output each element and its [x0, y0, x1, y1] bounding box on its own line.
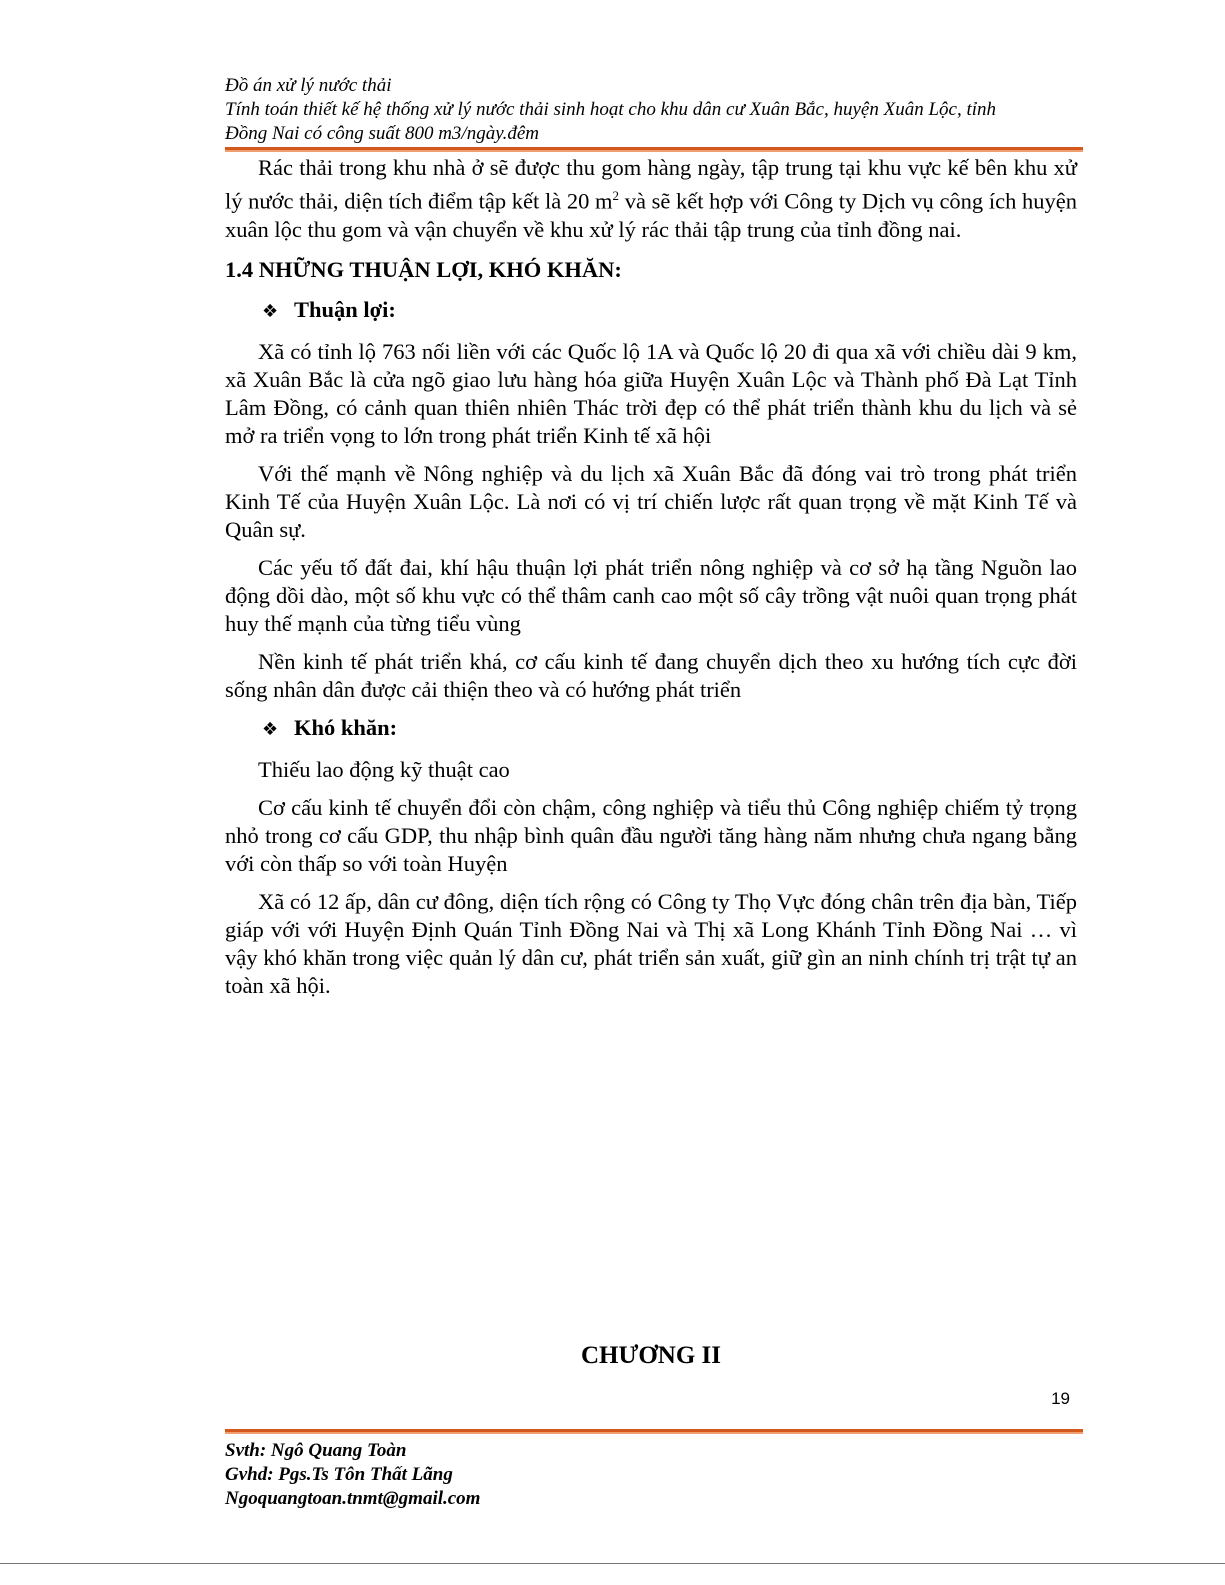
paragraph: Với thế mạnh về Nông nghiệp và du lịch xã Xuân Bắc đã đóng vai trò trong phát triển Kinh Tế của Huyện Xuân Lộc. Là nơi có vị trí chiến lược rất quan trọng về mặt Kinh Tế và Quân sự. — [225, 460, 1077, 542]
paragraph: Xã có 12 ấp, dân cư đông, diện tích rộng có Công ty Thọ Vực đóng chân trên địa bàn, Tiếp giáp với với Huyện Định Quán Tỉnh Đồng Nai và Thị xã Long Khánh Tỉnh Đồng Nai … vì vậy khó khăn trong việc quản lý dân cư, phát triển sản xuất, giữ gìn an ninh chính trị trật tự an toàn xã hội. — [225, 888, 1077, 998]
paragraph-waste-collection: Rác thải trong khu nhà ở sẽ được thu gom hàng ngày, tập trung tại khu vực kế bên khu xử lý nước thải, diện tích điểm tập kết là 20 $m^2$ và sẽ kết hợp với Công ty Dịch vụ công ích huyện xuân lộc thu gom và vận chuyển về khu xử lý rác thải tập trung của tỉnh đồng nai. — [225, 155, 1077, 242]
footer-student: Svth: Ngô Quang Toàn — [225, 1440, 407, 1461]
paragraph: Xã có tỉnh lộ 763 nối liền với các Quốc lộ 1A và Quốc lộ 20 đi qua xã với chiều dài 9 km, xã Xuân Bắc là cửa ngõ giao lưu hàng hóa giữa Huyện Xuân Lộc và Thành phố Đà Lạt Tỉnh Lâm Đồng, có cảnh quan thiên nhiên Thác trời đẹp có thể phát triển thành khu du lịch và sẻ mở ra triển vọng to lớn trong phát triển Kinh tế xã hội — [225, 338, 1077, 448]
page-bottom-border — [0, 1563, 1225, 1564]
header-divider — [225, 147, 1083, 152]
paragraph: Thiếu lao động kỹ thuật cao — [258, 756, 510, 782]
section-heading: 1.4 NHỮNG THUẬN LỢI, KHÓ KHĂN: — [225, 256, 622, 282]
diamond-bullet-icon: ❖ — [262, 300, 279, 322]
page-footer — [225, 1439, 925, 1511]
footer-advisor: Gvhd: Pgs.Ts Tôn Thất Lãng — [225, 1464, 453, 1485]
superscript: 2 — [612, 188, 620, 203]
document-body — [225, 154, 1077, 1010]
subheading-difficulties: ❖ Khó khăn: — [262, 714, 1077, 744]
header-project-title: Tính toán thiết kế hệ thống xử lý nước thải sinh hoạt cho khu dân cư Xuân Bắc, huyện Xuân Lộc, tỉnh — [225, 99, 997, 120]
chapter-title: CHƯƠNG II — [580, 1342, 722, 1369]
subheading-advantages: ❖ Thuận lợi: — [262, 296, 1077, 326]
diamond-bullet-icon: ❖ — [262, 718, 279, 740]
header-doc-title: Đồ án xử lý nước thải — [225, 75, 392, 96]
page-number: 19 — [1051, 1389, 1070, 1408]
paragraph: Các yếu tố đất đai, khí hậu thuận lợi phát triển nông nghiệp và cơ sở hạ tầng Nguồn lao động dồi dào, một số khu vực có thể thâm canh cao một số cây trồng vật nuôi quan trọng phát huy thế mạnh của từng tiểu vùng — [225, 554, 1077, 636]
footer-email: Ngoquangtoan.tnmt@gmail.com — [225, 1488, 481, 1509]
paragraph: Cơ cấu kinh tế chuyển đổi còn chậm, công nghiệp và tiểu thủ Công nghiệp chiếm tỷ trọng nhỏ trong cơ cấu GDP, thu nhập bình quân đầu người tăng hàng năm nhưng chưa ngang bằng với còn thấp so với toàn Huyện — [225, 794, 1077, 876]
paragraph: Nền kinh tế phát triển khá, cơ cấu kinh tế đang chuyển dịch theo xu hướng tích cực đời sống nhân dân được cải thiện theo và có hướng phát triển — [225, 648, 1077, 702]
header-project-capacity: Đồng Nai có công suất 800 m3/ngày.đêm — [225, 123, 540, 144]
page-header — [225, 74, 1085, 146]
footer-divider — [225, 1429, 1083, 1434]
